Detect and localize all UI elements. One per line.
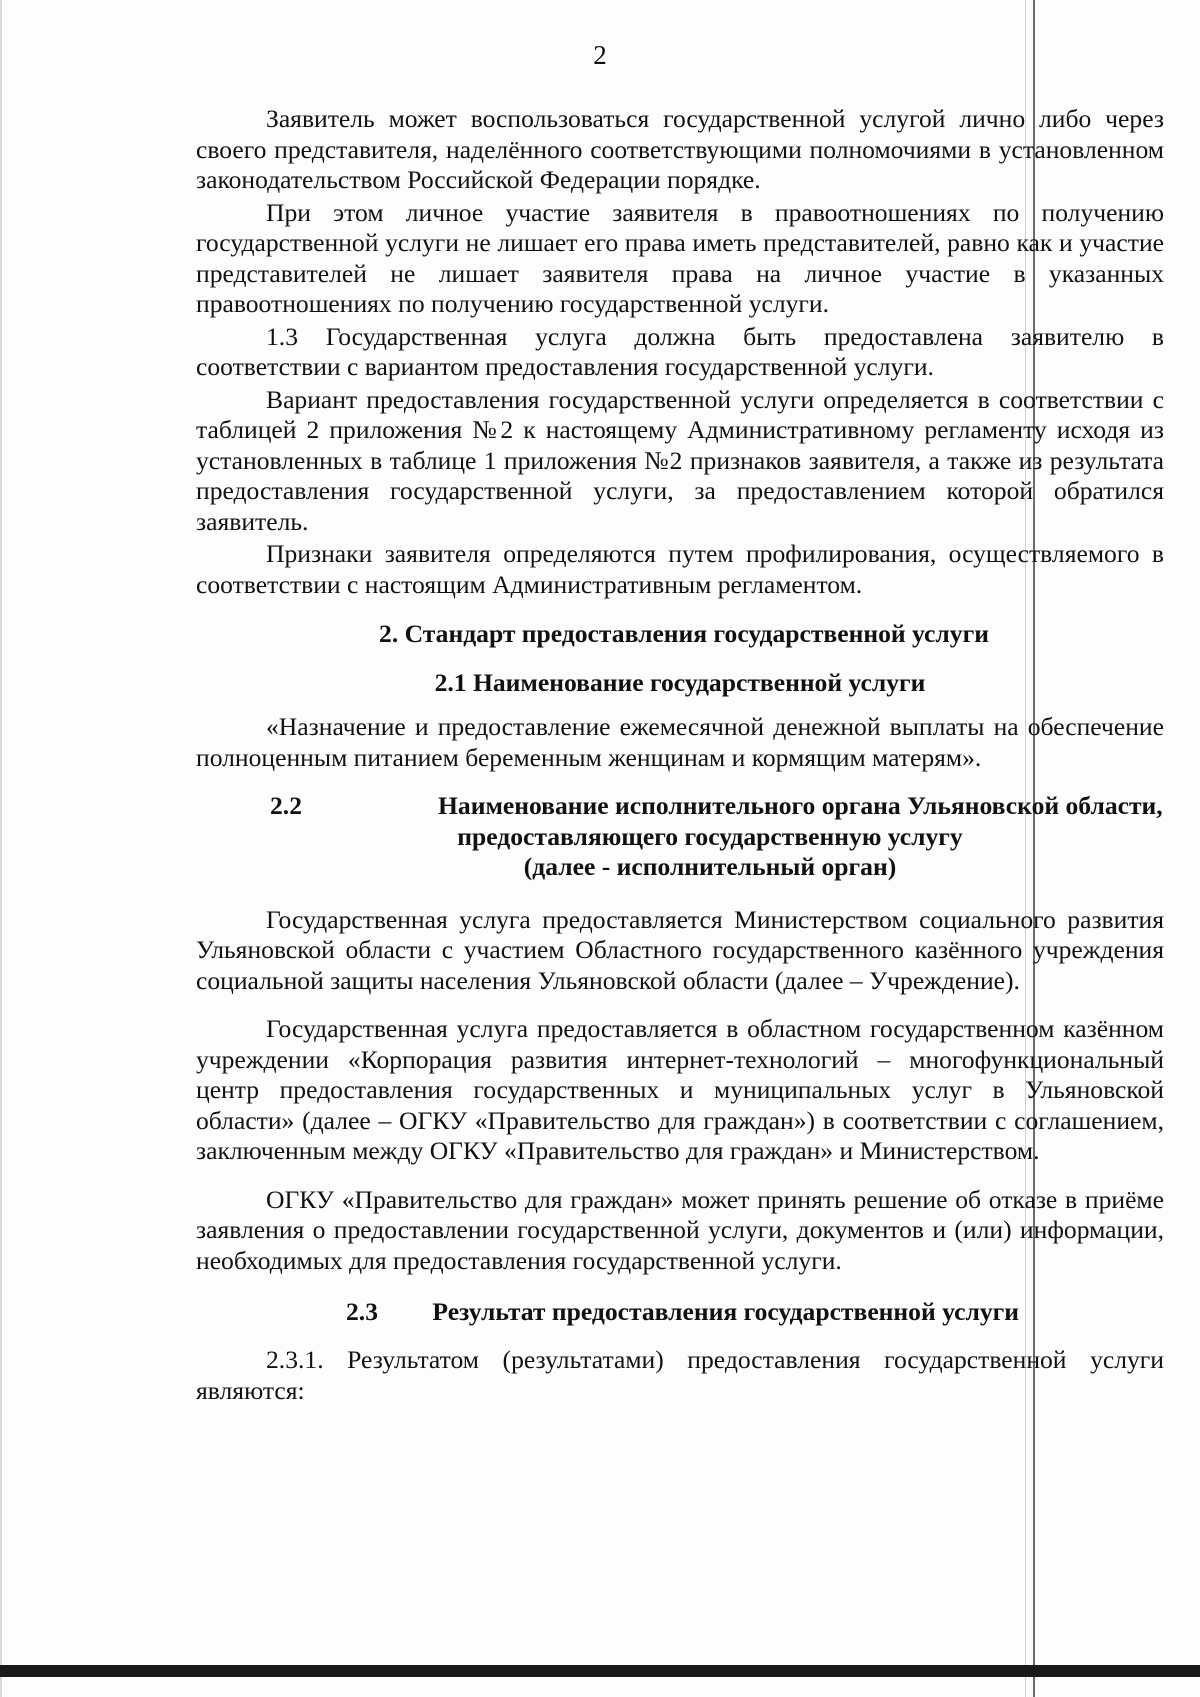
paragraph: ОГКУ «Правительство для граждан» может принять решение об отказе в приёме заявления о предоставлении государственной услуги, документов и (или) информации, необходимых для предоставления государственной услуги. bbox=[196, 1184, 1164, 1275]
subsection-heading-line: предоставляющего государственную услугу bbox=[457, 821, 963, 851]
subsection-heading: Наименование исполнительного органа Ульяновской области, bbox=[438, 791, 1163, 820]
page-number: 2 bbox=[593, 40, 607, 70]
subsection-number: 2.2 bbox=[270, 791, 302, 820]
subsection-heading-row bbox=[196, 1296, 1164, 1327]
subsection-heading-line: (далее - исполнительный орган) bbox=[523, 852, 897, 881]
subsection-heading-block bbox=[196, 791, 1164, 883]
paragraph: Заявитель может воспользоваться государственной услугой лично либо через своего представителя, наделённого соответствующими полномочиями в установленном законодательством Российской Федерации порядке. bbox=[196, 104, 1164, 194]
paragraph: Государственная услуга предоставляется в областном государственном казённом учреждении «Корпорация развития интернет-технологий – многофункциональный центр предоставления государственных и муниципальных услуг в Ульяновской области» (далее – ОГКУ «Правительство для граждан») в соответствии с соглашением, заключенным между ОГКУ «Правительство для граждан» и Министерством. bbox=[196, 1014, 1164, 1165]
paragraph: 2.3.1. Результатом (результатами) предоставления государственной услуги являются: bbox=[196, 1345, 1164, 1405]
paragraph: При этом личное участие заявителя в правоотношениях по получению государственной услуги не лишает его права иметь представителей, равно как и участие представителей не лишает заявителя права на личное участие в указанных правоотношениях по получению государственной услуги. bbox=[196, 197, 1164, 318]
paragraph: Государственная услуга предоставляется Министерством социального развития Ульяновской области с участием Областного государственного казённого учреждения социальной защиты населения Ульяновской области (далее – Учреждение). bbox=[196, 904, 1164, 995]
paragraph: Вариант предоставления государственной услуги определяется в соответствии с таблицей 2 приложения №2 к настоящему Административному регламенту исходя из установленных в таблице 1 приложения №2 признаков заявителя, а также из результата предоставления государственной услуги, за предоставлением которой обратился заявитель. bbox=[196, 384, 1164, 536]
scan-bottom-border bbox=[0, 1665, 1200, 1677]
scan-left-edge bbox=[0, 0, 2, 1697]
document-body bbox=[196, 104, 1164, 1406]
section-heading: 2. Стандарт предоставления государственной услуги bbox=[379, 619, 989, 648]
paragraph: «Назначение и предоставление ежемесячной денежной выплаты на обеспечение полноценным питанием беременным женщинам и кормящим матерям». bbox=[196, 712, 1164, 772]
subsection-heading: Результат предоставления государственной услуги bbox=[432, 1297, 1020, 1326]
subsection-heading-row bbox=[196, 791, 1164, 822]
paragraph: 1.3 Государственная услуга должна быть предоставлена заявителю в соответствии с вариантом предоставления государственной услуги. bbox=[196, 321, 1164, 381]
subsection-number: 2.3 bbox=[346, 1297, 378, 1326]
paragraph: Признаки заявителя определяются путем профилирования, осуществляемого в соответствии с настоящим Административным регламентом. bbox=[196, 539, 1164, 599]
subsection-heading: 2.1 Наименование государственной услуги bbox=[434, 668, 926, 697]
